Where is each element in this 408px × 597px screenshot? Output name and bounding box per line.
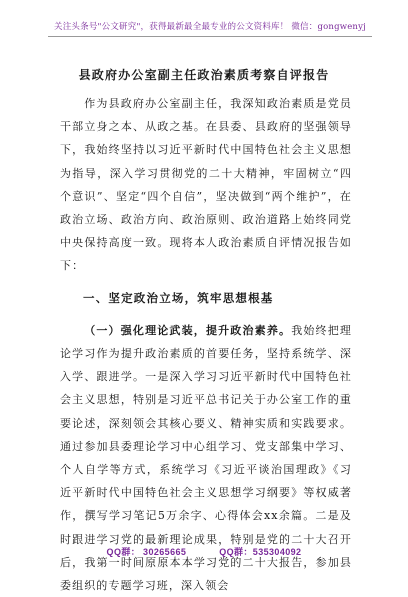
- subsection-body: 我始终把理论学习作为提升政治素质的首要任务，坚持系统学、深入学、跟进学。一是深入学习习近平新时代中国特色社会主义思想，特别是习近平总书记关于办公室工作的重要论述，深刻领会其核心要义、精神实质和实践要求。通过参加县委理论学习中心组学习、党支部集中学习、个人自学等方式，系统学习《习近平谈治国理政》《习近平新时代中国特色社会主义思想学习纲要》等权威著作，撰写学习笔记5万余字、心得体会xx余篇。二是及时跟进学习党的最新理论成果，特别是党的二十大召开后，我第一时间原原本本学习党的二十大报告，参加县委组织的专题学习班，深入领会: [60, 323, 353, 593]
- footer-qq-group-2: QQ群：535304092: [219, 547, 302, 557]
- page-footer: [0, 545, 408, 558]
- section-heading: 一、坚定政治立场，筑牢思想根基: [83, 290, 274, 305]
- header-divider: [48, 36, 372, 37]
- page-header-banner: 关注头条号"公文研究"，获得最新最全最专业的公文资料库！ 微信：gongwenyj: [54, 22, 366, 32]
- footer-qq-group-1: QQ群： 30265665: [106, 547, 187, 557]
- document-title: 县政府办公室副主任政治素质考察自评报告: [78, 68, 330, 82]
- subsection-heading: （一）强化理论武装，提升政治素养。: [84, 323, 292, 337]
- intro-paragraph: 作为县政府办公室副主任，我深知政治素质是党员干部立身之本、从政之基。在县委、县政府的坚强领导下，我始终坚持以习近平新时代中国特色社会主义思想为指导，深入学习贯彻党的二十大精神，牢固树立“四个意识”、坚定“四个自信”，坚决做到“两个维护”，在政治立场、政治方向、政治原则、政治道路上始终同党中央保持高度一致。现将本人政治素质自评情况报告如下：: [60, 97, 352, 273]
- document-body: [60, 92, 352, 597]
